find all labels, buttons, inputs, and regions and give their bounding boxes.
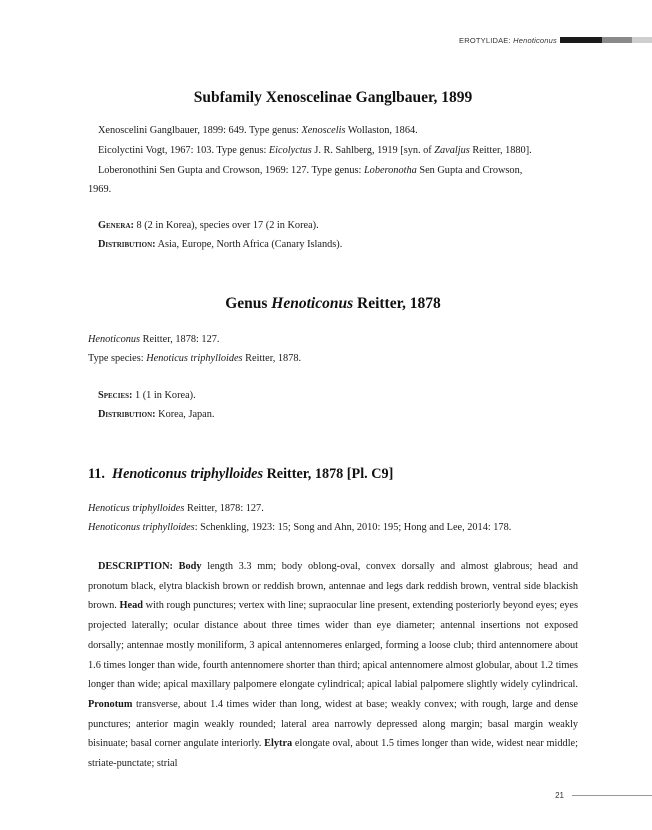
syn2-text-a: Eicolyctini Vogt, 1967: 103. Type genus: [98,145,269,156]
running-header-text [459,36,557,45]
footer-rule [572,795,652,796]
body-text: length 3.3 mm; body oblong-oval, convex dorsally and almost glabrous; head and pronotum black, elytra blackish brown or reddish brown, antennae and legs dark reddish brown, ventral side blackish brown. [88,561,578,612]
subfamily-synonym-2 [98,144,578,158]
page-footer [555,791,652,800]
genus-ref-name: Henoticonus [88,334,141,345]
species-ref1-name: Henoticus triphylloides [88,503,185,514]
head-text: with rough punctures; vertex with line; supraocular line present, extending posteriorly beyond eyes; eyes projected laterally; ocular distance about three times wider than eye diameter; antennal insertions not exposed dorsally; antennae mostly moniliform, 3 apical antennomeres enlarged, forming a loose club; third antennomere about 1.6 times longer than wide, fourth antennomere shorter than third; apical antennomere almost globular, about 1.2 times longer than wide; apical maxillary palpomere elongate cylindrical; apical labial palpomere slightly widely cylindrical. [88,600,578,691]
subfamily-title: Subfamily Xenoscelinae Ganglbauer, 1899 [193,89,473,106]
page-number: 21 [555,791,564,800]
species-number: 11. [88,466,105,482]
species-ref2-rest: : Schenkling, 1923: 15; Song and Ahn, 2010: 195; Hong and Lee, 2014: 178. [194,522,512,533]
species-value: 1 (1 in Korea). [132,390,196,401]
description-label: DESCRIPTION: [98,561,173,572]
body-label: Body [178,561,202,572]
syn3-genus: Loberonotha [363,165,417,176]
genus-title-name: Henoticonus [271,295,354,312]
syn1-text-a: Xenoscelini Ganglbauer, 1899: 649. Type genus: [98,125,302,136]
header-family: EROTYLIDAE: [459,35,511,45]
elytra-label: Elytra [264,738,293,750]
header-bar-mid [602,37,632,43]
species-name: Henoticonus triphylloides [112,466,264,482]
syn2-text-c: Reitter, 1880]. [469,145,532,156]
species-description [88,557,578,774]
type-species-name: Henoticus triphylloides [146,353,243,364]
subfamily-synonym-3 [98,164,578,178]
syn2-genus: Eicolyctus [268,145,312,156]
syn3-text-b: Sen Gupta and Crowson, [416,165,523,176]
type-species-label: Type species: [88,353,147,364]
genera-label: Genera: [98,220,134,231]
syn2-genus2: Zavaljus [434,145,470,156]
species-label: Species: [98,390,133,401]
pronotum-label: Pronotum [88,698,133,710]
genus-distribution-label: Distribution: [98,409,156,420]
genus-species-count [98,389,578,403]
syn3-text-a: Loberonothini Sen Gupta and Crowson, 1969: 127. Type genus: [98,165,364,176]
head-label: Head [119,600,143,612]
species-ref1-rest: Reitter, 1878: 127. [184,503,264,514]
running-header [459,35,652,45]
subfamily-synonym-1 [98,124,578,138]
subfamily-distribution [98,238,578,252]
pronotum-text: transverse, about 1.4 times wider than long, widest at base; weakly convex; with rough, large and dense punctures; anterior magin weakly rounded; lateral area narrowly depressed along margin; basal margin weakly bisinuate; basal corner angulate interiorly. [88,698,578,750]
species-heading [88,466,393,483]
syn1-genus: Xenoscelis [301,125,346,136]
subfamily-distribution-label: Distribution: [98,239,156,250]
subfamily-distribution-value: Asia, Europe, North Africa (Canary Islands). [155,239,343,250]
header-bar-dark [560,37,602,43]
syn2-text-b: J. R. Sahlberg, 1919 [syn. of [311,145,435,156]
genus-title-b: Reitter, 1878 [353,295,441,312]
genera-value: 8 (2 in Korea), species over 17 (2 in Korea). [133,220,319,231]
header-genus: Henoticonus [513,35,557,45]
species-ref2-name: Henoticonus triphylloides [88,522,195,533]
genus-distribution-value: Korea, Japan. [155,409,215,420]
genus-ref-rest: Reitter, 1878: 127. [140,334,220,345]
species-author: Reitter, 1878 [Pl. C9] [263,466,394,482]
genus-reference [88,333,578,347]
genus-title-a: Genus [225,295,272,312]
subfamily-genera [98,219,578,233]
genus-title [88,295,578,313]
syn1-text-b: Wollaston, 1864. [345,125,418,136]
type-species-rest: Reitter, 1878. [242,353,302,364]
header-bar-light [632,37,652,43]
genus-distribution [98,408,578,422]
genus-type-species [88,352,578,366]
species-reference-2 [88,521,578,535]
subfamily-synonym-3-cont: 1969. [88,184,112,195]
species-reference-1 [88,502,578,516]
elytra-text: elongate oval, about 1.5 times longer than wide, widest near middle; striate-punctate; strial [88,738,578,770]
